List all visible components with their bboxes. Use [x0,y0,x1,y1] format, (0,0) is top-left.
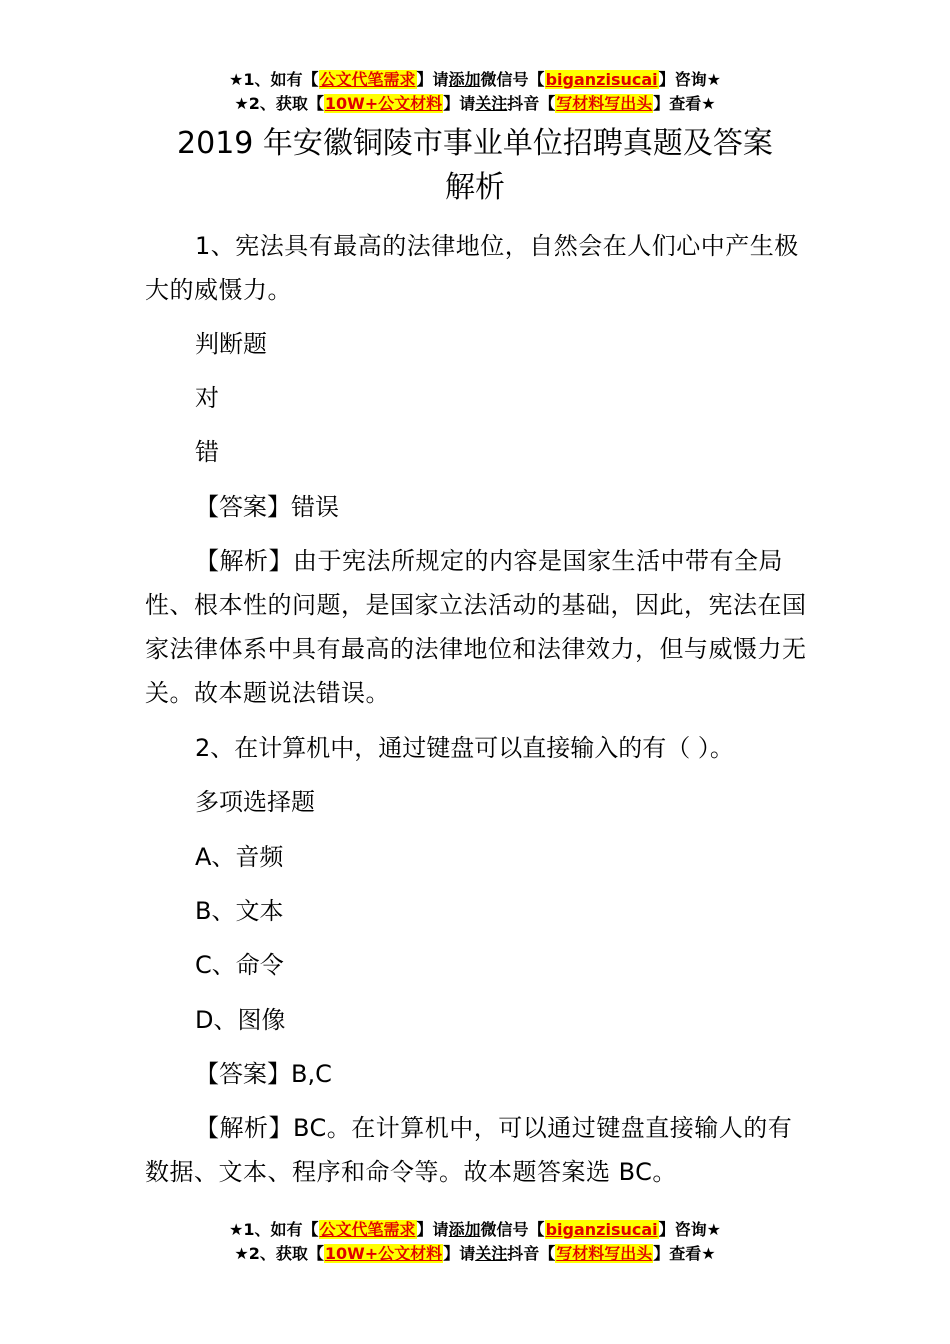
question-1-analysis: 【解析】由于宪法所规定的内容是国家生活中带有全局性、根本性的问题，是国家立法活动的基础，因此，宪法在国家法律体系中具有最高的法律地位和法律效力，但与威慑力无关。故本题说法错误。 [145,547,807,707]
promo-highlight: 写材料写出头 [556,1244,653,1263]
promo-text: ★2、获取【 [234,1244,324,1263]
promo-text: ★1、如有【 [229,1220,319,1239]
promo-text: 】咨询★ [658,70,721,89]
promo-text: 微信号【 [480,70,545,89]
promo-text: ★1、如有【 [229,70,319,89]
promo-text: ★2、获取【 [234,94,324,113]
promo-text: 抖音【 [507,94,556,113]
question-2-answer: 【答案】B,C [195,1060,332,1088]
question-1-answer: 【答案】错误 [195,493,339,521]
promo-line-2 [0,1242,950,1266]
question-2-option-b: B、文本 [195,897,284,925]
question-2-type: 多项选择题 [195,788,315,816]
promo-highlight: biganzisucai [545,1220,658,1239]
promo-line-1 [0,68,950,92]
question-2-option-a: A、音频 [195,843,284,871]
promo-text: 】请 [416,1220,449,1239]
document-title: 2019 年安徽铜陵市事业单位招聘真题及答案 [177,126,773,161]
promo-emphasis: 添加 [448,1220,481,1239]
promo-text: 微信号【 [480,1220,545,1239]
promo-text: 】咨询★ [658,1220,721,1239]
question-1-text: 1、宪法具有最高的法律地位，自然会在人们心中产生极大的威慑力。 [145,232,799,304]
promo-text: 抖音【 [507,1244,556,1263]
document-title-line2: 解析 [445,170,505,205]
promo-line-1 [0,1218,950,1242]
promo-highlight: 公文代笔需求 [319,70,416,89]
question-2-option-c: C、命令 [195,951,284,979]
promo-highlight: 写材料写出头 [556,94,653,113]
promo-text: 】请 [416,70,449,89]
promo-highlight: 10W+公文材料 [324,94,443,113]
promo-text: 】查看★ [653,94,716,113]
promo-highlight: biganzisucai [545,70,658,89]
question-2-text: 2、在计算机中，通过键盘可以直接输入的有（ ）。 [195,734,734,762]
footer-promo-banner [0,1218,950,1266]
question-2-option-d: D、图像 [195,1006,286,1034]
promo-line-2 [0,92,950,116]
promo-text: 】查看★ [653,1244,716,1263]
promo-emphasis: 关注 [475,94,508,113]
promo-highlight: 公文代笔需求 [319,1220,416,1239]
header-promo-banner [0,68,950,116]
promo-emphasis: 关注 [475,1244,508,1263]
promo-text: 】请 [443,94,476,113]
promo-text: 】请 [443,1244,476,1263]
promo-emphasis: 添加 [448,70,481,89]
question-1-type: 判断题 [195,330,267,358]
question-2-analysis: 【解析】BC。在计算机中，可以通过键盘直接输人的有数据、文本、程序和命令等。故本题答案选 BC。 [145,1114,793,1186]
promo-highlight: 10W+公文材料 [324,1244,443,1263]
question-1-option-b: 错 [195,438,219,466]
question-1-option-a: 对 [195,384,219,412]
